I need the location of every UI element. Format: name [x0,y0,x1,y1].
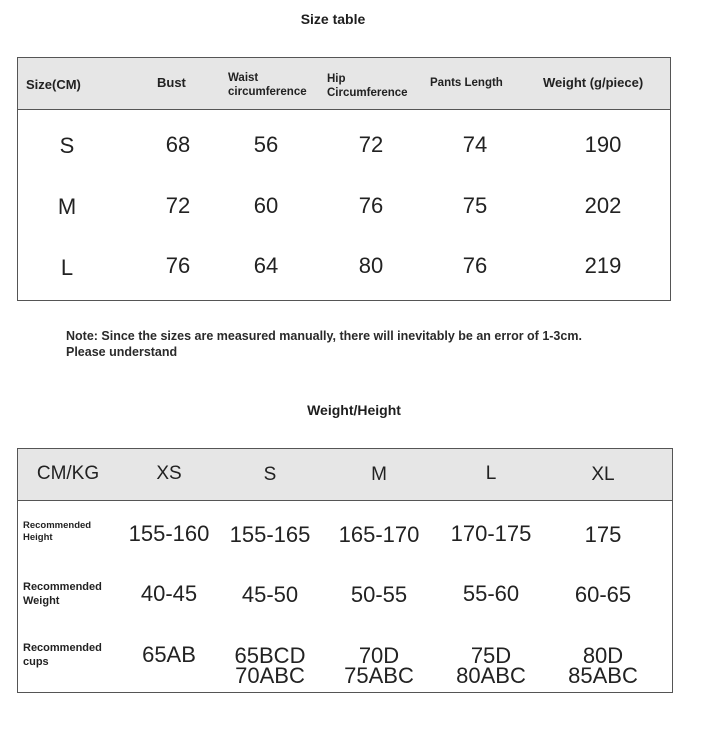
recommended-cups-label [23,641,102,669]
waist-value: 56 [253,132,279,157]
waist-value: 64 [253,253,279,278]
header-waist [228,71,307,99]
label-line2: Height [23,532,53,543]
size-label: S [59,133,75,158]
weight-l: 55-60 [462,581,520,606]
label-line2: cups [23,656,49,668]
header-weight: Weight (g/piece) [543,75,644,90]
header-size: Size(CM) [26,77,81,92]
weight-m: 50-55 [350,582,408,607]
pants-value: 75 [462,193,488,218]
cups-line1: 65AB [142,642,196,667]
height-s: 155-165 [229,522,311,547]
height-l: 170-175 [450,521,532,546]
cups-line2: 80ABC [456,663,526,688]
header-hip-line2: Circumference [327,87,408,99]
recommended-height-label [23,520,91,544]
header-bust: Bust [157,75,186,90]
bust-value: 76 [165,253,191,278]
size-label: M [57,194,77,219]
bust-value: 72 [165,193,191,218]
note-line1: Note: Since the sizes are measured manually, there will inevitably be an error of 1-3cm. [66,329,582,343]
header-m: M [371,464,387,485]
recommended-weight-label [23,580,102,608]
weight-height-title: Weight/Height [307,402,401,418]
pants-value: 76 [462,253,488,278]
cups-line1: 65BCD [234,643,306,668]
height-xl: 175 [584,522,622,547]
cups-line2: 75ABC [344,663,414,688]
size-table-header-row [18,58,670,110]
cups-l [441,643,541,688]
label-line1: Recommended [23,581,102,593]
note-line2: Please understand [66,345,178,359]
bust-value: 68 [165,132,191,157]
header-xs: XS [156,463,182,484]
cups-line1: 80D [582,643,624,668]
size-table [17,57,671,301]
hip-value: 76 [358,193,384,218]
header-hip-line1: Hip [327,73,346,85]
label-line1: Recommended [23,642,102,654]
header-cmkg: CM/KG [36,463,100,484]
waist-value: 60 [253,193,279,218]
height-m: 165-170 [338,522,420,547]
weight-value: 190 [584,132,622,157]
cups-line2: 70ABC [235,663,305,688]
label-line1: Recommended [23,520,92,531]
weight-height-header-row [18,449,672,501]
pants-value: 74 [462,132,488,157]
size-label: L [60,255,74,280]
height-xs: 155-160 [128,521,210,546]
cups-xs [119,642,219,667]
cups-s [220,643,320,688]
weight-xs: 40-45 [140,581,198,606]
size-table-title: Size table [300,11,366,27]
weight-value: 219 [584,253,622,278]
cups-line1: 75D [470,643,512,668]
cups-m [329,643,429,688]
weight-value: 202 [584,193,622,218]
cups-xl [553,643,653,688]
header-s: S [263,464,277,485]
header-waist-line1: Waist [228,72,259,84]
weight-height-table [17,448,673,693]
weight-xl: 60-65 [574,582,632,607]
header-pants-length: Pants Length [430,77,503,89]
weight-s: 45-50 [241,582,299,607]
cups-line2: 85ABC [568,663,638,688]
hip-value: 80 [358,253,384,278]
hip-value: 72 [358,132,384,157]
measurement-note [66,328,666,360]
header-xl: XL [591,464,615,485]
header-l: L [485,463,497,484]
cups-line1: 70D [358,643,400,668]
label-line2: Weight [23,595,60,607]
header-hip [327,72,408,100]
header-waist-line2: circumference [228,86,307,98]
